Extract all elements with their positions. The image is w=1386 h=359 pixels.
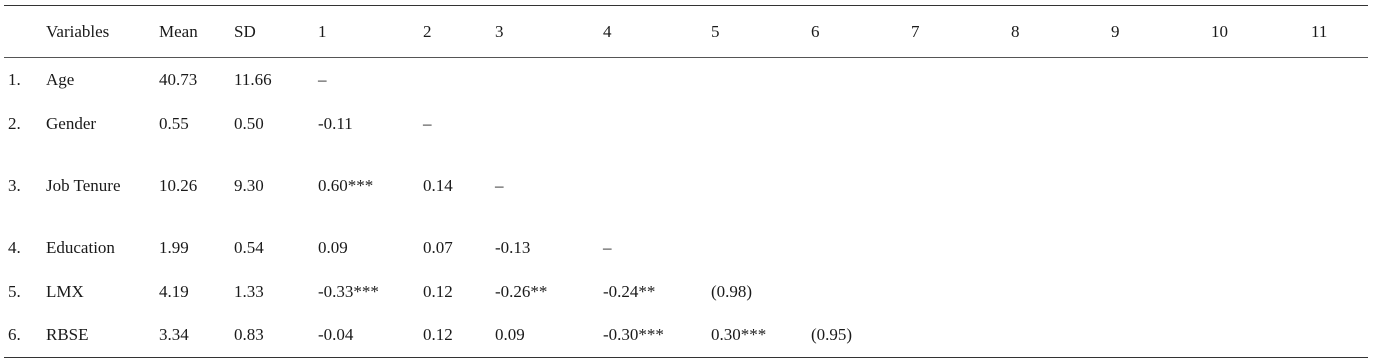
- sd-value: 0.83: [234, 325, 264, 345]
- correlation-cell: [1211, 314, 1311, 358]
- table-row: [4, 314, 1368, 358]
- correlation-cell: [911, 270, 1011, 314]
- correlation-cell: [1211, 226, 1311, 270]
- correlation-cell: –: [318, 69, 327, 89]
- correlation-cell: [911, 314, 1011, 358]
- sd-value: 0.54: [234, 237, 264, 257]
- header-col-8: 8: [1011, 21, 1020, 41]
- mean-value: 4.19: [159, 281, 189, 301]
- row-number: 6.: [8, 325, 21, 345]
- correlation-cell: [1111, 102, 1211, 146]
- header-col-1: 1: [318, 21, 327, 41]
- correlation-cell: [711, 102, 811, 146]
- header-num: [4, 6, 46, 58]
- header-col-4: 4: [603, 21, 612, 41]
- correlation-cell: [1311, 226, 1368, 270]
- correlation-cell: -0.11: [318, 113, 353, 133]
- correlation-cell: -0.04: [318, 325, 354, 345]
- variable-name: Age: [46, 69, 75, 89]
- correlation-cell: [495, 58, 603, 102]
- correlation-cell: [911, 146, 1011, 226]
- mean-value: 3.34: [159, 325, 189, 345]
- correlation-cell: [811, 146, 911, 226]
- correlation-cell: [911, 226, 1011, 270]
- table-row: [4, 58, 1368, 102]
- sd-value: 11.66: [234, 69, 272, 89]
- correlation-cell: -0.13: [495, 237, 531, 257]
- correlation-cell: -0.24**: [603, 281, 656, 301]
- header-col-2: 2: [423, 21, 432, 41]
- correlation-table-container: [4, 5, 1368, 358]
- correlation-table: [4, 5, 1368, 358]
- correlation-cell: [1311, 270, 1368, 314]
- correlation-cell: [1011, 146, 1111, 226]
- table-header-row: [4, 6, 1368, 58]
- header-sd: SD: [234, 21, 256, 41]
- header-col-11: 11: [1311, 21, 1328, 41]
- correlation-cell: [811, 226, 911, 270]
- correlation-cell: [1111, 146, 1211, 226]
- correlation-cell: [1111, 226, 1211, 270]
- correlation-cell: [423, 58, 495, 102]
- header-col-7: 7: [911, 21, 920, 41]
- mean-value: 40.73: [159, 69, 198, 89]
- correlation-cell: [1111, 270, 1211, 314]
- row-number: 3.: [8, 175, 21, 195]
- correlation-cell: 0.14: [423, 175, 453, 195]
- row-number: 1.: [8, 69, 21, 89]
- correlation-cell: [711, 58, 811, 102]
- variable-name: RBSE: [46, 325, 89, 345]
- correlation-cell: 0.12: [423, 325, 453, 345]
- correlation-cell: 0.30***: [711, 325, 767, 345]
- correlation-cell: -0.26**: [495, 281, 548, 301]
- correlation-cell: [1111, 58, 1211, 102]
- correlation-cell: [1311, 102, 1368, 146]
- correlation-cell: –: [495, 175, 504, 195]
- row-number: 5.: [8, 281, 21, 301]
- correlation-cell: [711, 226, 811, 270]
- correlation-cell: [1311, 58, 1368, 102]
- correlation-cell: [1011, 102, 1111, 146]
- correlation-cell: 0.09: [318, 237, 348, 257]
- table-row: [4, 270, 1368, 314]
- header-col-6: 6: [811, 21, 820, 41]
- variable-name: LMX: [46, 281, 84, 301]
- correlation-cell: [1311, 314, 1368, 358]
- correlation-cell: [1211, 102, 1311, 146]
- mean-value: 1.99: [159, 237, 189, 257]
- header-col-9: 9: [1111, 21, 1120, 41]
- correlation-cell: [1211, 270, 1311, 314]
- header-variables: Variables: [46, 21, 110, 41]
- row-number: 4.: [8, 237, 21, 257]
- header-mean: Mean: [159, 21, 198, 41]
- variable-name: Gender: [46, 113, 97, 133]
- row-number: 2.: [8, 113, 21, 133]
- correlation-cell: (0.98): [711, 281, 753, 301]
- variable-name: Education: [46, 237, 115, 257]
- correlation-cell: [1311, 146, 1368, 226]
- correlation-cell: [811, 102, 911, 146]
- correlation-cell: (0.95): [811, 325, 853, 345]
- table-row: [4, 102, 1368, 146]
- header-col-3: 3: [495, 21, 504, 41]
- correlation-cell: [711, 146, 811, 226]
- correlation-cell: 0.09: [495, 325, 525, 345]
- correlation-cell: [1011, 226, 1111, 270]
- mean-value: 0.55: [159, 113, 189, 133]
- sd-value: 0.50: [234, 113, 264, 133]
- header-col-5: 5: [711, 21, 720, 41]
- correlation-cell: -0.33***: [318, 281, 379, 301]
- correlation-cell: [811, 58, 911, 102]
- correlation-cell: [811, 270, 911, 314]
- correlation-cell: [1111, 314, 1211, 358]
- table-row: [4, 226, 1368, 270]
- correlation-cell: –: [423, 113, 432, 133]
- correlation-cell: [1211, 146, 1311, 226]
- variable-name: Job Tenure: [46, 175, 121, 195]
- correlation-cell: –: [603, 237, 612, 257]
- correlation-cell: [911, 102, 1011, 146]
- correlation-cell: [603, 58, 711, 102]
- correlation-cell: 0.12: [423, 281, 453, 301]
- correlation-cell: -0.30***: [603, 325, 664, 345]
- correlation-cell: 0.60***: [318, 175, 374, 195]
- correlation-cell: [1011, 314, 1111, 358]
- correlation-cell: [495, 102, 603, 146]
- sd-value: 9.30: [234, 175, 264, 195]
- correlation-cell: [603, 102, 711, 146]
- header-col-10: 10: [1211, 21, 1228, 41]
- correlation-cell: [911, 58, 1011, 102]
- correlation-cell: [1011, 270, 1111, 314]
- mean-value: 10.26: [159, 175, 198, 195]
- correlation-cell: [1011, 58, 1111, 102]
- sd-value: 1.33: [234, 281, 264, 301]
- correlation-cell: 0.07: [423, 237, 453, 257]
- correlation-cell: [603, 146, 711, 226]
- table-row: [4, 146, 1368, 226]
- table-body: [4, 58, 1368, 358]
- correlation-cell: [1211, 58, 1311, 102]
